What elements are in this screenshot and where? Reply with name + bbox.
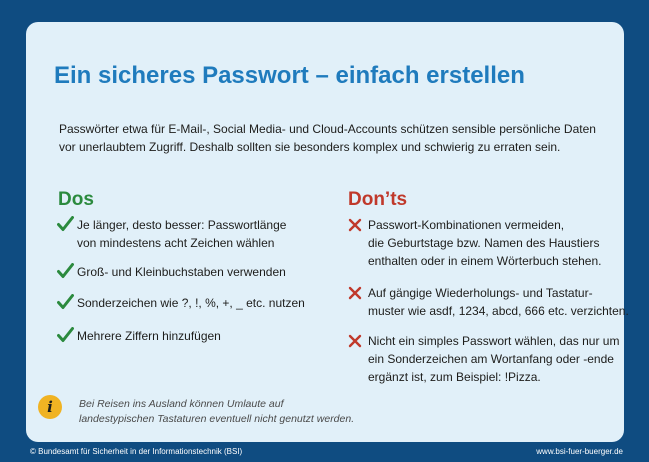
dos-item-text: Groß- und Kleinbuchstaben verwenden: [77, 265, 286, 279]
cross-icon: [348, 286, 362, 300]
donts-item-text: muster wie asdf, 1234, abcd, 666 etc. verzichten.: [368, 304, 629, 318]
donts-item: [348, 332, 619, 386]
copyright-footer: © Bundesamt für Sicherheit in der Informationstechnik (BSI): [30, 447, 243, 456]
donts-item-text: enthalten oder in einem Wörterbuch stehen.: [368, 254, 602, 268]
info-note: [79, 397, 379, 427]
donts-heading: Don’ts: [348, 189, 408, 210]
donts-item-text: ergänzt ist, zum Beispiel: !Pizza.: [368, 370, 541, 384]
intro-text: [59, 120, 599, 156]
donts-item-text: die Geburtstage bzw. Namen des Haustiers: [368, 236, 600, 250]
website-footer: www.bsi-fuer-buerger.de: [536, 447, 623, 456]
check-icon: [57, 294, 74, 310]
dos-item-text: Je länger, desto besser: Passwortlänge: [77, 218, 287, 232]
donts-item-text: ein Sonderzeichen am Wortanfang oder -ende: [368, 352, 614, 366]
check-icon: [57, 327, 74, 343]
page-title: Ein sicheres Passwort – einfach erstellen: [54, 62, 525, 89]
check-icon: [57, 263, 74, 279]
intro-line-2: vor unerlaubtem Zugriff. Deshalb sollten sie besonders komplex und schwierig zu erraten sein.: [59, 140, 561, 154]
donts-item: [348, 216, 601, 270]
intro-line-1: Passwörter etwa für E-Mail-, Social Media- und Cloud-Accounts schützen sensible persönliche Daten: [59, 122, 596, 136]
donts-item: [348, 284, 629, 320]
info-icon: i: [38, 395, 62, 419]
dos-item: [57, 327, 221, 345]
donts-item-text: Nicht ein simples Passwort wählen, das nur um: [368, 334, 620, 348]
dos-item: [57, 294, 305, 312]
check-icon: [57, 216, 74, 232]
dos-item-text: Sonderzeichen wie ?, !, %, +, _ etc. nutzen: [77, 296, 305, 310]
dos-item: [57, 216, 286, 252]
dos-item: [57, 263, 286, 281]
cross-icon: [348, 218, 362, 232]
donts-item-text: Auf gängige Wiederholungs- und Tastatur-: [368, 286, 593, 300]
dos-heading: Dos: [58, 189, 94, 210]
info-note-line: Bei Reisen ins Ausland können Umlaute auf: [79, 398, 284, 410]
cross-icon: [348, 334, 362, 348]
dos-item-text: von mindestens acht Zeichen wählen: [77, 236, 275, 250]
donts-item-text: Passwort-Kombinationen vermeiden,: [368, 218, 565, 232]
dos-item-text: Mehrere Ziffern hinzufügen: [77, 329, 221, 343]
info-note-line: landestypischen Tastaturen eventuell nicht genutzt werden.: [79, 413, 355, 425]
